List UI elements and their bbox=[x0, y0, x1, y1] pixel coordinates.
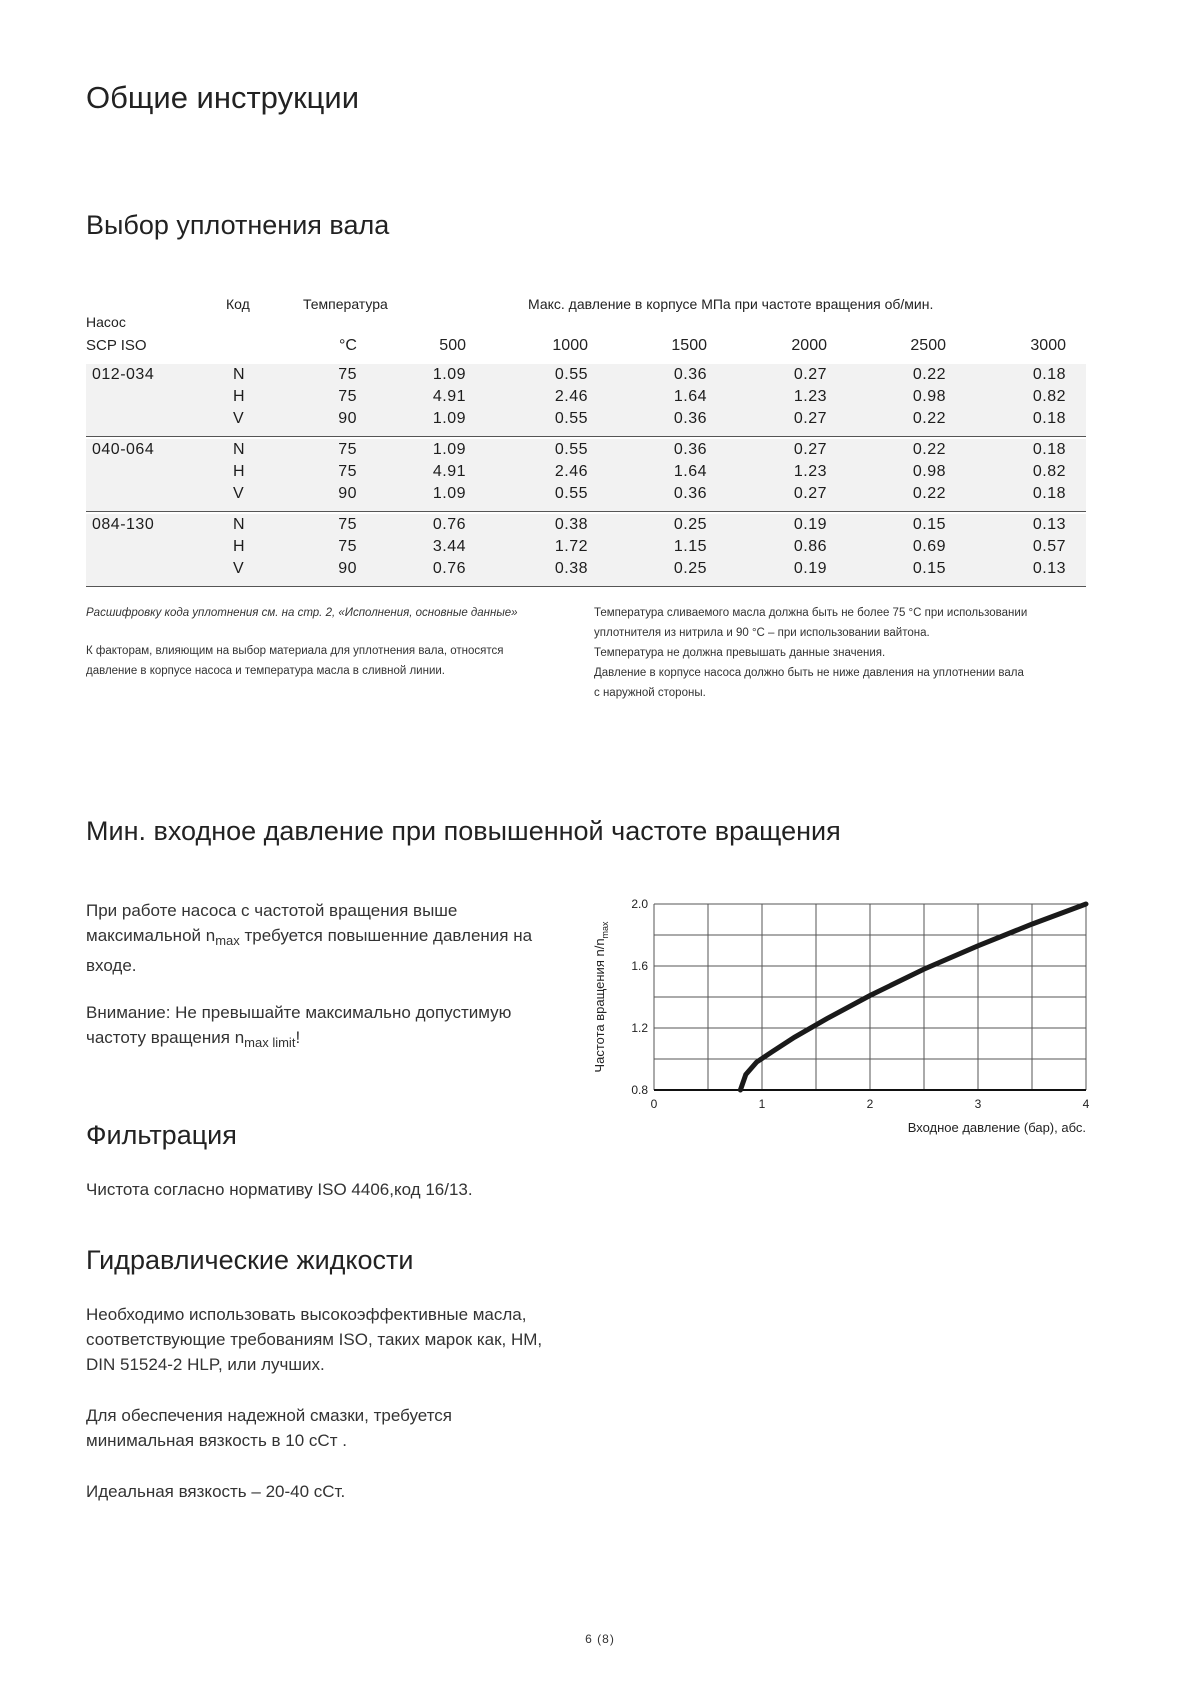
speed-header: 2500 bbox=[910, 337, 946, 354]
pressure-value: 0.98 bbox=[912, 388, 946, 405]
col-pump-line2: SCP ISO bbox=[86, 337, 147, 354]
x-axis-label: Входное давление (бар), абс. bbox=[907, 1120, 1086, 1135]
temperature-value: 90 bbox=[338, 410, 357, 427]
fluids-heading: Гидравлические жидкости bbox=[86, 1245, 414, 1275]
note-right-line: с наружной стороны. bbox=[594, 687, 706, 699]
seal-code: H bbox=[233, 463, 246, 480]
pressure-value: 0.15 bbox=[912, 516, 946, 533]
pressure-value: 0.18 bbox=[1032, 410, 1066, 427]
speed-header: 1500 bbox=[671, 337, 707, 354]
pressure-value: 0.38 bbox=[554, 560, 588, 577]
col-pressure-title: Макс. давление в корпусе МПа при частоте вращения об/мин. bbox=[528, 296, 934, 312]
note-left-line: давление в корпусе насоса и температура масла в сливной линии. bbox=[86, 665, 445, 677]
fluids-paragraph-3: Идеальная вязкость – 20-40 сСт. bbox=[86, 1482, 346, 1501]
warning-paragraph bbox=[86, 1000, 606, 1055]
y-tick-label: 2.0 bbox=[631, 897, 648, 911]
pressure-value: 1.64 bbox=[673, 388, 707, 405]
speed-header: 2000 bbox=[791, 337, 827, 354]
seal-code: H bbox=[233, 388, 246, 405]
pressure-value: 0.55 bbox=[554, 485, 588, 502]
temperature-value: 75 bbox=[338, 463, 357, 480]
pressure-value: 0.98 bbox=[912, 463, 946, 480]
pressure-value: 0.22 bbox=[912, 410, 946, 427]
pump-size: 012-034 bbox=[92, 366, 155, 383]
fluids-paragraph-1 bbox=[86, 1302, 542, 1377]
pressure-value: 0.36 bbox=[673, 410, 707, 427]
para-line: минимальная вязкость в 10 сСт . bbox=[86, 1431, 347, 1450]
pressure-value: 2.46 bbox=[554, 463, 588, 480]
note-right bbox=[594, 603, 1027, 703]
para-line: входе. bbox=[86, 956, 137, 975]
note-left bbox=[86, 641, 503, 681]
note-right-line: Температура сливаемого масла должна быть не более 75 °C при использовании bbox=[594, 607, 1028, 619]
pressure-value: 0.18 bbox=[1032, 366, 1066, 383]
temperature-value: 75 bbox=[338, 538, 357, 555]
pressure-value: 0.36 bbox=[673, 485, 707, 502]
pressure-value: 1.09 bbox=[432, 366, 466, 383]
pressure-value: 1.09 bbox=[432, 485, 466, 502]
para-line: При работе насоса с частотой вращения выше bbox=[86, 901, 458, 920]
temperature-value: 75 bbox=[338, 516, 357, 533]
pressure-value: 0.38 bbox=[554, 516, 588, 533]
pressure-value: 0.18 bbox=[1032, 441, 1066, 458]
x-tick-label: 3 bbox=[974, 1097, 982, 1111]
x-tick-label: 1 bbox=[758, 1097, 766, 1111]
pressure-value: 1.09 bbox=[432, 410, 466, 427]
speed-header: 3000 bbox=[1030, 337, 1066, 354]
filtration-text: Чистота согласно нормативу ISO 4406,код 16/13. bbox=[86, 1180, 473, 1199]
pressure-value: 1.23 bbox=[793, 388, 827, 405]
shaft-seal-heading: Выбор уплотнения вала bbox=[86, 210, 390, 240]
temperature-value: 90 bbox=[338, 560, 357, 577]
pressure-value: 0.22 bbox=[912, 366, 946, 383]
pressure-value: 0.27 bbox=[793, 441, 827, 458]
note-right-line: Температура не должна превышать данные значения. bbox=[594, 647, 886, 659]
pressure-value: 0.15 bbox=[912, 560, 946, 577]
para-line: Для обеспечения надежной смазки, требуется bbox=[86, 1406, 452, 1425]
temperature-value: 75 bbox=[338, 388, 357, 405]
temperature-value: 75 bbox=[338, 441, 357, 458]
fluids-paragraph-2 bbox=[86, 1403, 452, 1453]
pressure-value: 0.69 bbox=[912, 538, 946, 555]
pressure-value: 0.82 bbox=[1032, 463, 1066, 480]
y-axis-label: Частота вращения $n/n_{max}$ bbox=[592, 921, 610, 1073]
pressure-value: 0.22 bbox=[912, 485, 946, 502]
pressure-value: 0.18 bbox=[1032, 485, 1066, 502]
note-left-line: К факторам, влияющим на выбор материала для уплотнения вала, относятся bbox=[86, 645, 504, 657]
col-temp-unit: °C bbox=[339, 337, 357, 354]
pressure-value: 0.22 bbox=[912, 441, 946, 458]
pressure-value: 0.13 bbox=[1032, 560, 1066, 577]
pressure-value: 1.72 bbox=[554, 538, 588, 555]
pressure-value: 0.55 bbox=[554, 441, 588, 458]
y-tick-label: 1.2 bbox=[631, 1021, 648, 1035]
note-right-line: Давление в корпусе насоса должно быть не ниже давления на уплотнении вала bbox=[594, 667, 1024, 679]
pressure-value: 0.27 bbox=[793, 410, 827, 427]
pressure-value: 0.57 bbox=[1032, 538, 1066, 555]
page-number: 6 (8) bbox=[585, 1632, 615, 1646]
pressure-value: 0.86 bbox=[793, 538, 827, 555]
temperature-value: 90 bbox=[338, 485, 357, 502]
seal-code: H bbox=[233, 538, 246, 555]
para-line: DIN 51524-2 HLP, или лучших. bbox=[86, 1355, 325, 1374]
pressure-value: 0.19 bbox=[793, 560, 827, 577]
pressure-value: 0.25 bbox=[673, 516, 707, 533]
pressure-value: 2.46 bbox=[554, 388, 588, 405]
pressure-value: 1.23 bbox=[793, 463, 827, 480]
pressure-value: 0.36 bbox=[673, 441, 707, 458]
pressure-value: 0.25 bbox=[673, 560, 707, 577]
y-tick-label: 1.6 bbox=[631, 959, 648, 973]
pressure-value: 0.76 bbox=[432, 560, 466, 577]
x-tick-label: 4 bbox=[1082, 1097, 1090, 1111]
col-temperature: Температура bbox=[303, 296, 388, 312]
pressure-value: 1.09 bbox=[432, 441, 466, 458]
seal-code: N bbox=[233, 441, 246, 458]
pressure-value: 0.55 bbox=[554, 366, 588, 383]
page-title: Общие инструкции bbox=[86, 80, 360, 115]
note-seal-code: Расшифровку кода уплотнения см. на стр. 2, «Исполнения, основные данные» bbox=[86, 607, 518, 619]
col-pump-line1: Насос bbox=[86, 314, 126, 330]
para-line: Внимание: Не превышайте максимально допустимую bbox=[86, 1003, 512, 1022]
seal-code: V bbox=[233, 410, 245, 427]
pressure-value: 3.44 bbox=[432, 538, 466, 555]
pressure-value: 0.27 bbox=[793, 366, 827, 383]
pressure-value: 1.15 bbox=[673, 538, 707, 555]
filtration-heading: Фильтрация bbox=[86, 1120, 237, 1150]
temperature-value: 75 bbox=[338, 366, 357, 383]
note-right-line: уплотнителя из нитрила и 90 °C – при использовании вайтона. bbox=[594, 627, 930, 639]
min-inlet-paragraph bbox=[86, 898, 606, 978]
pressure-value: 0.55 bbox=[554, 410, 588, 427]
x-tick-label: 2 bbox=[866, 1097, 874, 1111]
col-code: Код bbox=[226, 296, 250, 312]
para-line: соответствующие требованиям ISO, таких марок как, HM, bbox=[86, 1330, 543, 1349]
min-inlet-heading: Мин. входное давление при повышенной частоте вращения bbox=[86, 816, 841, 846]
pressure-value: 0.76 bbox=[432, 516, 466, 533]
pump-size: 084-130 bbox=[92, 516, 155, 533]
para-line: Необходимо использовать высокоэффективные масла, bbox=[86, 1305, 527, 1324]
inlet-pressure-chart bbox=[590, 890, 1110, 1152]
pressure-value: 4.91 bbox=[432, 463, 466, 480]
pressure-value: 0.36 bbox=[673, 366, 707, 383]
pressure-value: 0.27 bbox=[793, 485, 827, 502]
seal-code: V bbox=[233, 560, 245, 577]
y-tick-label: 0.8 bbox=[631, 1083, 648, 1097]
pressure-value: 1.64 bbox=[673, 463, 707, 480]
seal-code: N bbox=[233, 366, 246, 383]
para-line: максимальной $n_{max}$ требуется повышенние давления на bbox=[86, 926, 533, 948]
pump-size: 040-064 bbox=[92, 441, 155, 458]
pressure-value: 4.91 bbox=[432, 388, 466, 405]
pressure-value: 0.13 bbox=[1032, 516, 1066, 533]
x-tick-label: 0 bbox=[650, 1097, 658, 1111]
speed-header: 1000 bbox=[552, 337, 588, 354]
para-line: частоту вращения $n_{max limit}$! bbox=[86, 1028, 301, 1050]
pressure-value: 0.82 bbox=[1032, 388, 1066, 405]
pressure-value: 0.19 bbox=[793, 516, 827, 533]
seal-code: N bbox=[233, 516, 246, 533]
seal-code: V bbox=[233, 485, 245, 502]
speed-header: 500 bbox=[439, 337, 466, 354]
